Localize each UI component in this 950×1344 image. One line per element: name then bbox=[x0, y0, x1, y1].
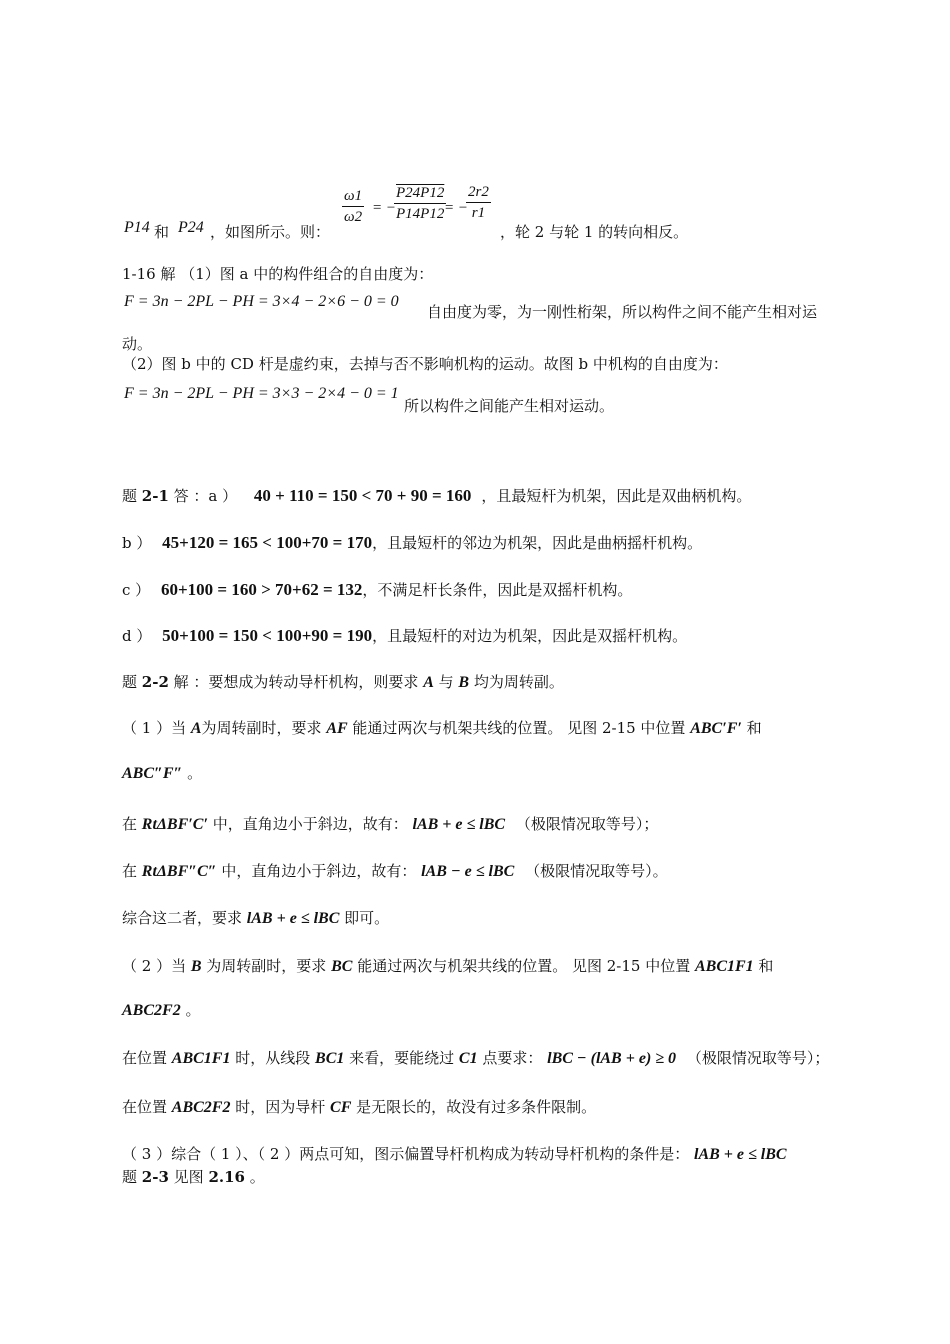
radius-2: 2r2 bbox=[466, 182, 491, 203]
q22-p1-line-2 bbox=[122, 763, 202, 784]
pos-a-label: ABC1F1 bbox=[171, 1050, 231, 1067]
minus-sign-2: = − bbox=[444, 200, 468, 216]
pos-a-prefix: 在位置 bbox=[122, 1049, 172, 1067]
q21-b-equation: 45+120 = 165 < 100+70 = 170 bbox=[162, 533, 373, 552]
p2-position-1: ABC1F1 bbox=[694, 958, 754, 975]
rt1-inequality: lAB + e ≤ lBC bbox=[412, 816, 506, 833]
q21-d-label: d ） bbox=[122, 627, 152, 645]
p1-symbol-a: A bbox=[190, 720, 202, 737]
pos-b-text-1: 时，因为导杆 bbox=[230, 1098, 331, 1116]
q22-number: 2-2 bbox=[141, 673, 169, 691]
dof-equation-b: F = 3n − 2PL − PH = 3×3 − 2×4 − 0 = 1 bbox=[124, 385, 399, 402]
q23-number: 2-3 bbox=[141, 1168, 169, 1186]
rt2-note: （极限情况取等号）。 bbox=[525, 862, 668, 880]
rt1-text: 中，直角边小于斜边，故有： bbox=[207, 815, 413, 833]
q21-a-text: ，且最短杆为机架，因此是双曲柄机构。 bbox=[481, 487, 752, 505]
p2-symbol-b: B bbox=[190, 958, 202, 975]
pos-a-text-1: 时，从线段 bbox=[230, 1049, 316, 1067]
q22-prefix: 题 bbox=[122, 673, 142, 691]
q22-text-2: 与 bbox=[433, 673, 459, 691]
q22-p2-line bbox=[122, 956, 773, 977]
radius-fraction bbox=[466, 182, 491, 223]
p14-symbol: P14 bbox=[124, 219, 150, 236]
q21-d-line bbox=[122, 626, 687, 646]
dof-text-b: 所以构件之间能产生相对运动。 bbox=[404, 397, 615, 415]
q22-symbol-a: A bbox=[423, 674, 434, 691]
pos-a-text-3: 点要求： bbox=[477, 1049, 548, 1067]
dof-line-a bbox=[122, 292, 842, 321]
pos-a-inequality: lBC − (lAB + e) ≥ 0 bbox=[547, 1050, 677, 1067]
p3-text: （ 3 ）综合（ 1 ）、（ 2 ）两点可知，图示偏置导杆机构成为转动导杆机构的条件是： bbox=[122, 1145, 695, 1163]
p2-text-2: 为周转副时，要求 bbox=[201, 957, 332, 975]
rotation-text: ，轮 2 与轮 1 的转向相反。 bbox=[500, 223, 689, 241]
p1-symbol-af: AF bbox=[326, 720, 348, 737]
q21-b-text: ，且最短杆的邻边为机架，因此是曲柄摇杆机构。 bbox=[372, 534, 703, 552]
pos-a-text-2: 来看，要能绕过 bbox=[344, 1049, 459, 1067]
q21-number: 2-1 bbox=[141, 487, 169, 505]
rt1-prefix: 在 bbox=[122, 815, 142, 833]
minus-sign-1: = − bbox=[372, 200, 396, 216]
q21-b-line bbox=[122, 533, 702, 553]
dof-text-a: 自由度为零，为一刚性桁架，所以构件之间不能产生相对运 bbox=[427, 303, 818, 321]
p1-and: 和 bbox=[741, 719, 762, 737]
q23-line bbox=[122, 1167, 265, 1187]
summary-prefix: 综合这二者，要求 bbox=[122, 909, 247, 927]
pos-a-segment: BC1 bbox=[315, 1050, 345, 1067]
section-b: （2）图 b 中的 CD 杆是虚约束，去掉与否不影响机构的运动。故图 b 中机构的自由度为： bbox=[122, 355, 728, 373]
q21-c-line bbox=[122, 580, 632, 600]
rt1-triangle: RtΔBF′C′ bbox=[141, 816, 208, 833]
q21-c-equation: 60+100 = 160 > 70+62 = 132 bbox=[160, 580, 363, 599]
q22-p1-line bbox=[122, 718, 762, 739]
pole-fraction bbox=[394, 180, 446, 224]
q21-a-line bbox=[122, 486, 751, 506]
p2-symbol-bc: BC bbox=[331, 958, 353, 975]
p2-end: 。 bbox=[180, 1001, 201, 1019]
p2-text-3: 能通过两次与机架共线的位置。 见图 2-15 中位置 bbox=[352, 957, 695, 975]
p2-and: 和 bbox=[753, 957, 774, 975]
q23-prefix: 题 bbox=[122, 1168, 142, 1186]
ratio-intro-text: ，如图所示。则： bbox=[210, 223, 331, 241]
pos-a-point: C1 bbox=[458, 1050, 478, 1067]
and-word: 和 bbox=[154, 223, 170, 241]
position-a-line bbox=[122, 1048, 829, 1069]
p1-text-3: 能通过两次与机架共线的位置。 见图 2-15 中位置 bbox=[347, 719, 691, 737]
pole-denominator: P14P12 bbox=[396, 206, 445, 222]
q21-b-label: b ） bbox=[122, 534, 152, 552]
summary-inequality: lAB + e ≤ lBC bbox=[246, 910, 340, 927]
p3-inequality: lAB + e ≤ lBC bbox=[694, 1146, 787, 1163]
rt2-triangle: RtΔBF″C″ bbox=[141, 863, 217, 880]
p1-position-1: ABC′F′ bbox=[690, 720, 742, 737]
rt2-line bbox=[122, 861, 668, 882]
section-1-16: 1-16 解 （1）图 a 中的构件组合的自由度为： bbox=[122, 265, 434, 283]
position-b-line bbox=[122, 1097, 596, 1118]
rt2-inequality: lAB − e ≤ lBC bbox=[421, 863, 515, 880]
dof-equation-a: F = 3n − 2PL − PH = 3×4 − 2×6 − 0 = 0 bbox=[124, 293, 399, 310]
dof-line-b bbox=[122, 384, 842, 414]
omega-fraction bbox=[342, 186, 364, 227]
p1-position-2: ABC″F″ bbox=[122, 765, 183, 782]
pos-b-label: ABC2F2 bbox=[171, 1099, 231, 1116]
p24-symbol: P24 bbox=[178, 219, 204, 236]
p1-text-1: （ 1 ）当 bbox=[122, 719, 191, 737]
pos-b-prefix: 在位置 bbox=[122, 1098, 172, 1116]
rt2-prefix: 在 bbox=[122, 862, 142, 880]
radius-1: r1 bbox=[471, 205, 486, 221]
q21-c-text: ，不满足杆长条件，因此是双摇杆机构。 bbox=[362, 581, 633, 599]
q21-c-label: c ） bbox=[122, 581, 151, 599]
pos-a-note: （极限情况取等号）； bbox=[686, 1049, 830, 1067]
q22-intro bbox=[122, 672, 564, 693]
p2-position-2: ABC2F2 bbox=[122, 1002, 181, 1019]
p1-text-2: 为周转副时，要求 bbox=[201, 719, 327, 737]
q23-text: 见图 bbox=[168, 1168, 209, 1186]
rt1-line bbox=[122, 814, 658, 835]
q21-answer-label: 答 ：a ） bbox=[168, 487, 238, 505]
q22-text-3: 均为周转副。 bbox=[469, 673, 564, 691]
q22-text-1: 解 ：要想成为转动导杆机构，则要求 bbox=[168, 673, 424, 691]
q21-prefix: 题 bbox=[122, 487, 142, 505]
rt2-text: 中，直角边小于斜边，故有： bbox=[216, 862, 422, 880]
pole-numerator: P24P12 bbox=[394, 180, 446, 204]
p2-text-1: （ 2 ）当 bbox=[122, 957, 191, 975]
p1-end: 。 bbox=[182, 764, 203, 782]
rt1-note: （极限情况取等号）； bbox=[515, 815, 659, 833]
q22-symbol-b: B bbox=[458, 674, 470, 691]
q21-a-equation: 40 + 110 = 150 < 70 + 90 = 160 bbox=[253, 486, 472, 505]
omega2: ω2 bbox=[344, 209, 363, 225]
summary-line bbox=[122, 908, 389, 929]
summary-end: 即可。 bbox=[339, 909, 390, 927]
pos-b-text-2: 是无限长的，故没有过多条件限制。 bbox=[351, 1098, 597, 1116]
q22-p2-line-2 bbox=[122, 1000, 200, 1021]
q23-figure: 2.16 bbox=[208, 1168, 245, 1186]
omega1: ω1 bbox=[342, 186, 364, 207]
q23-end: 。 bbox=[244, 1168, 265, 1186]
q21-d-text: ，且最短杆的对边为机架，因此是双摇杆机构。 bbox=[372, 627, 688, 645]
dof-continue: 动。 bbox=[122, 335, 153, 353]
q22-p3-line bbox=[122, 1144, 787, 1165]
q21-d-equation: 50+100 = 150 < 100+90 = 190 bbox=[162, 626, 373, 645]
pos-b-rod: CF bbox=[330, 1099, 352, 1116]
